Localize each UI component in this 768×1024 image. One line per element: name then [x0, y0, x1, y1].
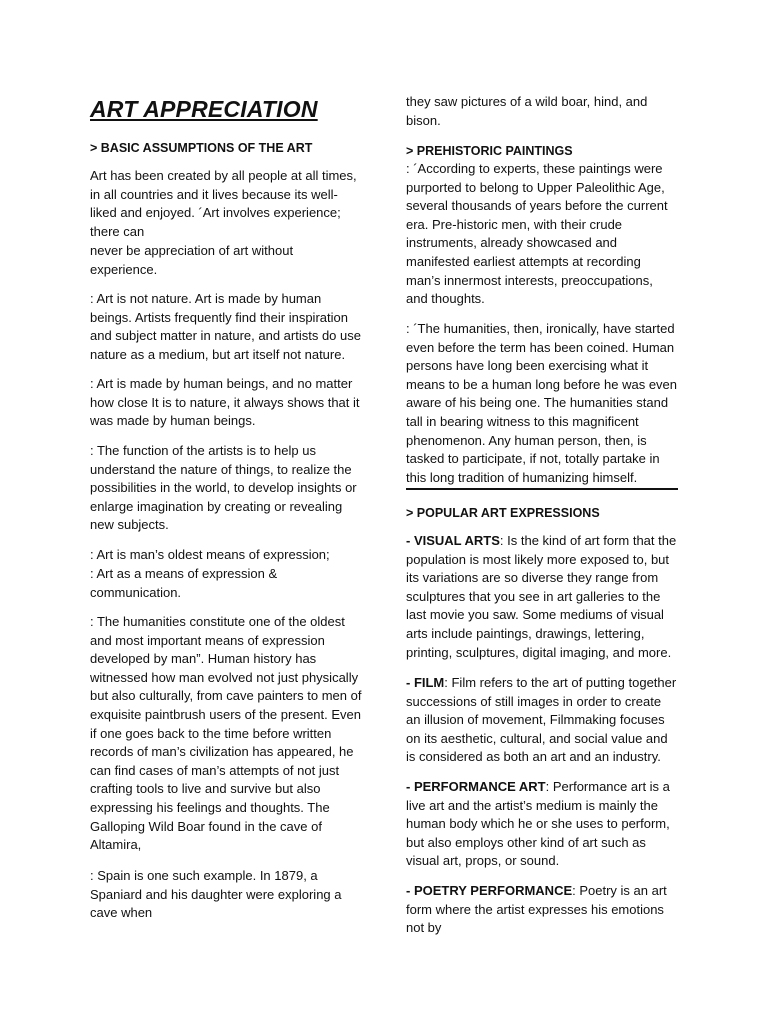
- section-heading-popular-art-expressions: > POPULAR ART EXPRESSIONS: [406, 506, 600, 520]
- paragraph: : Art as a means of expression & communication.: [90, 566, 278, 600]
- paragraph: : The function of the artists is to help us understand the nature of things, to realize the possibilities in the world, to develop insights or enlarge imagination by creating or revealing new subjects.: [90, 443, 357, 533]
- entry-text: : Poetry is an art form where the artist expresses his emotions not by: [406, 883, 667, 936]
- divider-rule: [406, 488, 678, 490]
- paragraph: : The humanities constitute one of the oldest and most important means of expression developed by man”. Human history has witnessed how man evolved not just physically but also culturally, from cave painters to men of exquisite paintbrush users of the present. Even if one goes back to the time before written records of man’s civilization has appeared, he can find cases of man’s attempts of not just crafting tools to live and survive but also expressing his feelings and thoughts. The Galloping Wild Boar found in the cave of Altamira,: [90, 614, 362, 853]
- paragraph: they saw pictures of a wild boar, hind, and bison.: [406, 94, 648, 128]
- paragraph: : Art is not nature. Art is made by human beings. Artists frequently find their inspiration and subject matter in nature, and artists do use nature as a medium, but art itself not nature.: [90, 291, 361, 362]
- entry-label: - FILM: [406, 675, 445, 690]
- paragraph: : ´According to experts, these paintings were purported to belong to Upper Paleolithic Age, several thousands of years before the current era. Pre-historic men, with their crude instruments, already showcased and manifested earliest attempts at recording man’s innermost interests, preoccupations, and thoughts.: [406, 161, 668, 307]
- art-entry-performance-art: [406, 778, 678, 871]
- entry-label: - VISUAL ARTS: [406, 533, 500, 548]
- paragraph: : Art is made by human beings, and no matter how close It is to nature, it always shows that it was made by human beings.: [90, 376, 360, 429]
- entry-label: - PERFORMANCE ART: [406, 779, 546, 794]
- art-entry-poetry-performance: [406, 882, 678, 938]
- paragraph: : Spain is one such example. In 1879, a Spaniard and his daughter were exploring a cave when: [90, 868, 342, 921]
- entry-text: : Is the kind of art form that the population is most likely more exposed to, but its variations are so diverse they range from sculptures that you see in art galleries to the last movie you saw. Some mediums of visual arts include paintings, drawings, lettering, printing, sculptures, digital imaging, and more.: [406, 533, 677, 660]
- paragraph: Art has been created by all people at all times, in all countries and it lives because its well-liked and enjoyed. ´Art involves experience; there can: [90, 168, 357, 239]
- paragraph: never be appreciation of art without experience.: [90, 243, 294, 277]
- entry-label: - POETRY PERFORMANCE: [406, 883, 573, 898]
- paragraph: : ´The humanities, then, ironically, have started even before the term has been coined. Human persons have long been exercising what it means to be a human long before he was even aware of his being one. The humanities stand tall in bearing witness to this magnificent phenomenon. Any human person, then, is tasked to participate, if not, totally partake in this long tradition of humanizing himself.: [406, 321, 678, 485]
- paragraph: : Art is man’s oldest means of expression;: [90, 547, 330, 562]
- art-entry-film: [406, 674, 678, 767]
- section-heading-basic-assumptions: > BASIC ASSUMPTIONS OF THE ART: [90, 141, 313, 155]
- entry-text: : Film refers to the art of putting together successions of still images in order to create an illusion of movement, Filmmaking focuses on its aesthetic, cultural, and social value and is considered as both an art and an industry.: [406, 675, 677, 765]
- entry-text: : Performance art is a live art and the artist’s medium is mainly the human body which he or she uses to perform, but also employs other kind of art such as visual art, props, or sound.: [406, 779, 670, 869]
- section-heading-prehistoric-paintings: > PREHISTORIC PAINTINGS: [406, 144, 573, 158]
- art-entry-visual-arts: [406, 532, 678, 662]
- page-title: ART APPRECIATION: [90, 96, 318, 122]
